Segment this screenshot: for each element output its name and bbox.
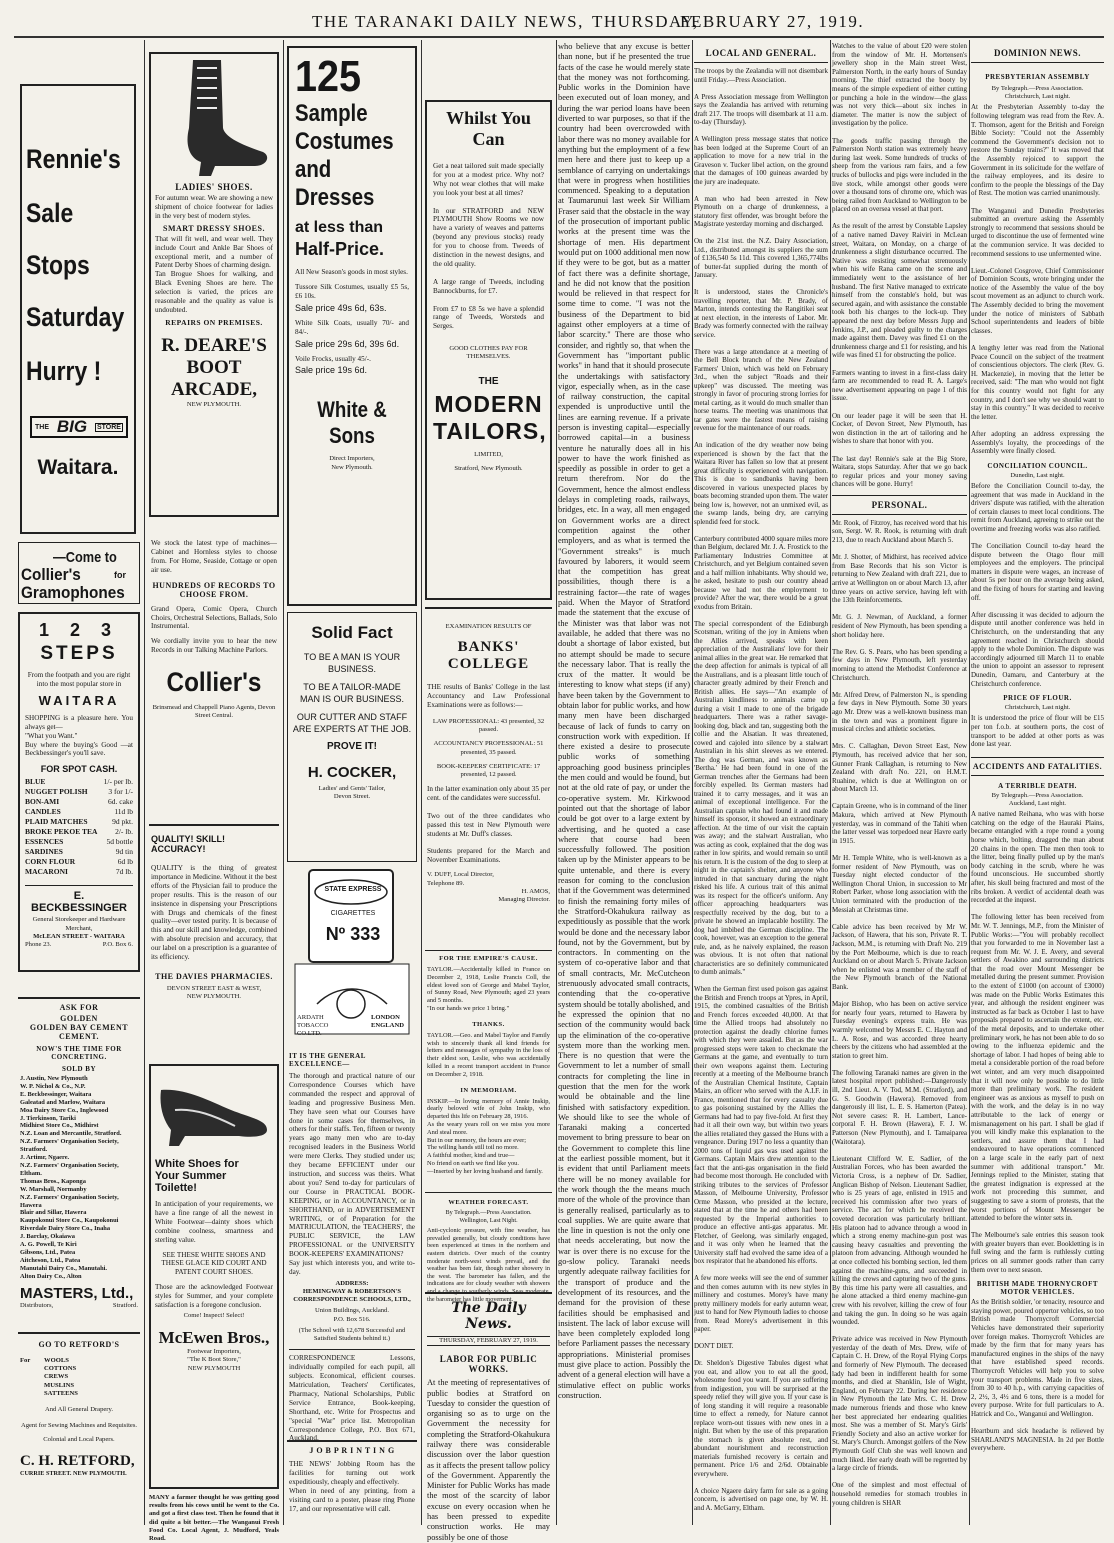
- price-row: [25, 857, 133, 867]
- price-row: [25, 837, 133, 847]
- editorial-continued: who believe that any excuse is better than none, but if he presented the true facts of the case he would merely state that the money was not forthcoming. Public works in the Dominion have been executed out of loan money, and during the war period loans have been diverted to war purposes, so that if the country had been overcrowded with labor there was no money available for anything but the employment of a few men here and there just to keep up a semblance of carrying on undertakings that were in progress when hostilities commenced. Speaking to a deputation at Taumarunui last week Sir William Fraser said that the obstacle in the way of the prosecution of important public works at the present time was the shortage of men. His department would put on 1000 additional men now if they were to be got, but as a matter of fact there was a definite shortage, and he did not know that the position would be relieved in that respect for some time to come. "I was not the business of the Department to bid against other employers at a time of labor scarcity." There are those who consider, and rightly so, that when the Government has "important public works" in hand that it should prosecute the undertakings with satisfactory vigor, especially when, as in the case of railway construction, the capital expended is unproductive until the lines are earning revenue. If a private person is investing capital—especially borrowed capital—in a business venture he naturally does all in his power to have the work finished as speedily as possible in order to get a return therefrom. Nor do the Government, hence the almost endless delays in completing roads, railways, bridges, etc. In a way, all men engaged on Government works are a direct competition against the other employers, and as what is termed the "Government streaks" is much favoured by laborers, it would seem that the competition has great possibilities, though there is a restraining factor—the rate of wages paid. When the Mayor of Stratford made the statement that the excuse of the Minister was that labor was not available, he added that there was no doubt a shortage of labor existed, but no attempt should be made to secure the necessary labor. That is really the crux of the matter. It would be interesting to know what steps (if any) have been taken by the Government to obtain labor for public works, and how many men have been discharged because of lack of funds to carry on construction work with expedition. If there existed a desire to prosecute public works of something approaching good business principles the men could and would be found, but not at the old rate of pay, or under the co-operative system. Mr. Kirkwood pointed out that the shortage of labor could be got over to a large extent by advertising, and he quoted a case where that course had been successfully followed. The position taken up by the Minister appears to be quite untenable, and there is every reason for coming to the conclusion that if the Government was determined to finish the remaining forty miles of the Stratford-Okahukura railway as expeditiously as possible that the work would be done and the necessary labor found, not by the Government, but by contractors. In commenting on the system of co-operative labor and that of small contracts, Mr. McCutcheon strenuously advocated small contracts, contending that the co-operative system should be totally abolished, and he expressed the opinion that no section of the community would back up the elimination of the co-operative system more than the working men. There is no question that were the Government to let a number of small contracts for completing the line in question that the men for the work would be obtainable and the line finished with satisfactory expedition. We should like to see the whole of Taranaki making a concerted movement to bring pressure to bear on the Government to complete this line at the earliest possible moment, but it is evident that until Parliament meets there will be no money available for the work though the the means much more of the whole of the province than is generally realised, particularly as to coal supplies. We are quite aware that the line in question is not the only one that needs accelerating, but now the war is over there is no excuse for the go-slow policy. Taranaki needs urgently adequate railway facilities for the transport of produce and the development of its resources, and the demand for the provision of these facilities should be emphasised and insistent. The lack of labor excuse will have been completely exploded long before Parliament passes the necessary appropriations. Ministerial promises must give place to action. Possibly the advent of a general election will have a stimulative effect on public works construction.: [558, 42, 690, 1400]
- column-rule: [144, 40, 145, 1525]
- white-and-sons-logo: White & Sons: [317, 397, 387, 449]
- price-item: BROKE PEKOE TEA: [25, 827, 98, 837]
- masthead-date: FEBRUARY 27, 1919.: [680, 12, 865, 31]
- steps-heading: STEPS: [40, 643, 118, 664]
- stockist-list: J. Austin, New Plymouth W. P. Nichol & Co., N.P. E. Beckbessinger, Waitara Galeatad and Marlow, Waitara Moa Dairy Store Co., Inglewood J. Tierkinson, Tariki Midhirst Store Co., Midhirst N.Z. Loan and Mercantile, Stratford. N.Z. Farmers' Organisation Society, Stratford. J. Artimr, Ngaere. N.Z. Farmers' Organisation Society, Eltham. Thomas Bros., Kaponga W. Marshall, Normanby N.Z. Farmers' Organisation Society, Hawera Blair and Sillar, Hawera Kaupokonui Store Co., Kaupokonui Riverdale Dairy Store Co., Inaha J. Barclay, Okaiawa A. G. Powell, Te Kiri Gibsons, Ltd., Patea Aitcheson, Ltd., Patea Manutahi Dairy Co., Manutahi. Alton Dairy Co., Alton: [20, 1075, 122, 1280]
- tailors-word: TAILORS,: [433, 417, 547, 444]
- gramophones-word: Gramophones: [21, 583, 125, 602]
- davies-pharmacies-ad: QUALITY! SKILL! ACCURACY! QUALITY is the thing of greatest importance in Medicine. Without it the best efforts of the Physician fail to produce the proper results. This is the reason of our insistence in dispensing your Prescriptions with Drugs and chemicals of the finest quality—ever tested purity. It is because of this and our skill and knowledge, combined with absolute precision and accuracy, that our label on a prescription is a guarantee of its efficiency. THE DAVIES PHARMACIES. DEVON STREET EAST & WEST, NEW PLYMOUTH.: [149, 824, 279, 1059]
- weather-forecast: WEATHER FORECAST. By Telegraph.—Press Association. Wellington, Last Night. Anti-cyclonic pressure, with fine weather, has prevailed generally, but cloudy conditions have been experienced at times in the northern and eastern districts. Over much of the country moderate north-west winds prevail, and the weather has been fair, though rather showery in the west. The barometer has fallen, and the indications are for cloudy weather with showers and a change to southerly winds. Seas moderate, the barometer has little movement.: [425, 1192, 552, 1287]
- column-8: DOMINION NEWS. PRESBYTERIAN ASSEMBLY By Telegraph.—Press Association. Christchurch, Last night. At the Presbyterian Assembly to-day the following telegram was read from the Rev. A. T. Thomson, agent for the British and Foreign Bible Society: "Could not the Assembly commend the Government's decision not to restore the Sunday trains?" It was moved that the Assembly rejoiced to support the Government in its solicitude for the welfare of the railway employees, and its desire to confirm to the people the blessings of the Day of Rest. The motion was carried unanimously. The Wanganui and Dunedin Presbyteries submitted an overture asking the Assembly strongly to recommend that sessions should be urged to discontinue the use of fermented wine at the communion service. It was decided to recommend sessions to use unfermented wine. Lieut.-Colonel Cosgrove, Chief Commissioner of Dominion Scouts, wrote bringing under the notice of the Assembly the value of the boy scout movement as an adjunct to church work. The Assembly decided to bring the movement under the notice of ministers of Sabbath School superintendents and leaders of bible classes. A lengthy letter was read from the National Peace Council on the subject of the treatment of conscientious objectors. The clerk (Rev. G. H. Mackenzie), in moving that the letter be received, said: "The man who would not fight for this country would not fight for any country, and I don't see why we should want to stay in this country." It was decided to receive the letter. After adopting an address expressing the Assembly's loyalty, the proceedings of the Assembly were finally closed. CONCILIATION COUNCIL. Dunedin, Last night. Before the Conciliation Council to-day, the agreement that was made in Auckland in the drivers' dispute was ratified, with the alteration of certain clauses to meet local conditions. The remit from Auckland, agreeing to strike out the overtime and freezing works was also ratified. The Conciliation Council to-day heard the dispute between the Otago flour mill employees and the employers. The principal matters in dispute were wages, an increase of about 5s per hour on the average being asked, and the fixing of hours for starting and leaving off. After discussing it was decided to adjourn the dispute until another conference was held in Christchurch, on the understanding that any agreement reached in Christchurch should apply to the whole Dominion. The dispute was accordingly adjourned till March 11 to enable the union to appoint an assessor to represent Dunedin, Oamaru, and Canterbury at the Christchurch conference. PRICE OF FLOUR. Christchurch, Last night. It is understood the price of flour will be £15 per ton f.o.b. at southern ports, the cost of transport to be added at other ports as was done last year. ACCIDENTS AND FATALITIES. A TERRIBLE DEATH. By Telegraph.—Press Association. Auckland, Last night. A native named Reihana, who was with horse catching on the edge of the Hauraki Plains, became entangled with a rope round a young horse which, bolting, dragged the man about 20 chains in the open. The men then took to the litter, being finally pulled up by the man's body catching in the scrub, where he was found unconscious. He succumbed shortly after, his skull being fractured and most of the ribs broken. A verdict of accidental death was recorded at the inquest. The following letter has been received from Mr. W. T. Jennings, M.P., from the Minister of Public Works:—"You will probably recollect that you forwarded to me in November last a request from Mr. W. J. E. Avery, and several settlers of Awakino and surrounding districts that the road over Mount Messenger be metalled during the present summer. Provision to the extent of £1000 (on account of £3000) was made on the Public Works Estimates this year, and although the resident engineer was instructed as far back as October 1 last to have proposals prepared to ascertain the extent, etc. of the metal deposits, and to undertake other preliminary work, he has not been able to do so owing to the influenza epidemic and the shortage of labor. I had hopes of being able to metal a considerable portion of the road before wet winter, and am very much disappointed that it will now only be possible to do little more than preliminary work. The resident engineer was as anxious as myself to push on with the work, and the delay is in no way attributable to the lack of energy or mismanagement on his part. I shall be glad if you will kindly make this explanation to the settlers, and assure them that I had endeavoured to have operations commenced on a large scale in the early part of next summer with additional transport." Mr. Jennings replied to the Minister, stating that the greatest indignation is expressed at the work not proceeding this summer, and suggesting to save a storm of protests, that the worst portions of Mount Messenger be attended to before the winter sets in. The Melbourne's sale entries this season took with greater buyers than ever. Bookletting is in full swing and the farm is ruthlessly cutting prices on all summer goods rather than carry them over to next season. BRITISH MADE THORNYCROFT MOTOR VEHICLES. As the British soldier, 'or tenacity, resource and staying power, poured oppertor vehicles, so too British made Thornycroft Commercial Vehicles have demonstrated their superiority over foreign makes. Thornycroft Vehicles are made by the firm that for many years has manufactured engines in the ships of the navy that have established speed records. Thornycroft Vehicles will help you to solve your transport problems. Made in five sizes, from 30 to 40 h.p., with carrying capacities of 2, 2½, 3, 4½ and 6 tons, there is a model for every purpose. Write for full particulars to A. Hatrick and Co., Wanganui and Wellington. Heartburn and sick headache is relieved by SHARLAND'S MAGNESIA. In 2d per Bottle everywhere.: [971, 42, 1104, 1525]
- cocker-name: H. COCKER,: [307, 764, 397, 781]
- hemingway-robertson-ad: IT IS THE GENERAL EXCELLENCE— The thorough and practical nature of our Correspondence Courses which have commanded the respect and approval of leading and progressive Business Men. They have seen what our Courses have done in some cases for themselves, in others for their staffs. Ten, fifteen or twenty years ago many men who are to-day recognised leaders in the Business World were mere Clerks. They studied under us; they became EFFICIENT under our instruction, and success was theirs. What about you? Send to-day for particulars of our Course in PRACTICAL BOOK-KEEPING, or in ACCOUNTANCY, or in SHORTHAND, or in ADVERTISEMENT WRITING, or of Preparation for the MATRICULATION, the TEACHERS', the PUBLIC SERVICE, the LAW PROFESSIONAL or the UNIVERSITY BOOK-KEEPERS' EXAMINATIONS? Say just which interests you, and write to-day. ADDRESS: HEMINGWAY & ROBERTSON'S CORRESPONDENCE SCHOOLS, LTD., Union Buildings, Auckland. P.O. Box 516. (The School with 12,678 Successful and Satisfied Students behind it.) CORRESPONDENCE Lessons, individually compiled for each pupil, all subjects. Economical, efficient courses. Matriculation, Teachers' Certificates, Pharmacy, National Scholarships, Public Service Entrance, Book-keeping, Shorthand, etc. Write for Prospectus and "special "War" price list. Metropolitan Correspondence College, P.O. Box 671, Auckland.: [289, 1052, 415, 1443]
- price-row: [25, 827, 133, 837]
- local-general-heading: LOCAL AND GENERAL.: [694, 42, 828, 63]
- mcewen-bros-ad: White Shoes for Your Summer Toilette! In anticipation of your requirements, we have a fine range of all the newest in White Footwear—dainty shoes which combine coolness, smartness and sterling value. SEE THESE WHITE SHOES AND THESE GLACE KID COURT AND PATENT COURT SHOES. Those are the acknowledged Footwear styles for Summer, and your complete satisfaction is a foregone conclusion. Come! Inspect! Select! McEwen Bros., Footwear Importers, "The K Boot Store," NEW PLYMOUTH: [149, 1064, 279, 1489]
- local-general-continued: Watches to the value of about £20 were stolen from the window of Mr. H. Mortensen's jewellery shop in the Main street West, Palmerston North, in the early hours of Sunday morning. The thief extracted the booty by means of the simple expedient of either cutting or punching a hole in the window—the glass was not very thick—about six inches in diameter. The matter is now the subject of investigation by the police. The goods traffic passing through the Palmerston North station was extremely heavy during last week. Some hundreds of trucks of sheep from the various ram fairs, and a few trucks of bullocks and pigs were included in the live stock, while amongst other goods were over a thousand tons of chrome ore, which was being railed from Auckland to Wellington to be placed on an oversea vessel at that port. As the result of the arrest by Constable Lapsley of a native named Davey Raiviri in McLean street, Waitara, on Monday, on a charge of drunkenness a slight disturbance occurred. The Native was resisting somewhat strenuously when his wife Rana came on the scene and immediately went to the assistance of her husband. The first Native managed to extricate himself from the constable's hold, but was secured again, and with assistance the constable took both his charges to the lock-up. They appeared the next day before Messrs Jupp and Jenkins, J.P., and pleaded guilty to the charges made against them. Davey was fined £1 on the drunkenness charge and £1 for resisting, and his wife was fined £1 for obstructing the police. Farmers wanting to invest in a first-class dairy farm are recommended to read R. A. Large's new advertisement appearing on page 1 of this issue. On our leader page it will be seen that H. Cocker, of Devon Street, New Plymouth, has won distinction in the art of tailoring and he wishes to share that honor with you. The last day! Rennie's sale at the Big Store, Waitara, stops Saturday. After that we go back to regular prices and your money saving chances will be gone. Hurry!: [832, 42, 967, 489]
- rennie-line-1: Rennie's: [26, 144, 121, 174]
- tin-number: Nº 333: [325, 924, 381, 944]
- colliers-records-ad: We stock the latest type of machines—Cabinet and Hornless styles to choose from. For Home, Seaside, Cottage or open air use. HUNDREDS OF RECORDS TO CHOOSE FROM. Grand Opera, Comic Opera, Church Choirs, Orchestral Selections, Ballads, Solo Instrumental. We cordially invite you to hear the new Records in our Talking Machine Parlors. Collier's Brinsmead and Chappell Piano Agents, Devon Street Central.: [151, 539, 277, 720]
- rennie-town: Waitara.: [37, 456, 119, 479]
- costume-count: 125: [295, 52, 362, 101]
- rennie-sale-ad: [20, 84, 136, 534]
- ladies-boot-illustration: [155, 58, 273, 178]
- price-value: 9d tin: [115, 847, 133, 857]
- price-row: [25, 797, 133, 807]
- masthead-title: THE TARANAKI DAILY NEWS,: [312, 12, 584, 31]
- white-shoe-illustration: [155, 1070, 273, 1150]
- state-express-ad: STATE EXPRESS CIGARETTES Nº 333 ARDATH TOBACCO CO.LTD. LONDON ENGLAND: [287, 864, 417, 1044]
- tin-brand: STATE EXPRESS: [324, 886, 382, 893]
- beckbessinger-ad: 1 2 3 STEPS From the footpath and you are right into the most popular store in WAITARA SHOPPING is a pleasure here. You always get— "What you Want." Buy where the buying's Good —at Beckbessinger's you'll save. FOR SPOT CASH. BLUE 1/- per lb. NUGGET POLISH 3 for 1/- BON-AMI 6d. cake CANDLES 11d lb PLAID MATCHES 9d pkt. BROKE PEKOE TEA 2/- lb. ESSENCES 5d bottle SARDINES 9d tin CORN FLOUR 6d lb MACARONI 7d lb. E. BECKBESSINGER General Storekeeper and Hardware Merchant, McLEAN STREET - WAITARA Phone 23. P.O. Box 6.: [18, 612, 140, 972]
- price-row: [25, 817, 133, 827]
- colliers-name: Collier's: [21, 565, 81, 584]
- column-rule: [283, 40, 284, 1525]
- wanganui-fresh-food-notice: MANY a farmer thought he was getting good results from his cows until he went to the Co. and got a first class test. Then he found that it did quite a bit better.—The Wanganui Fresh Food Co. Local Agent, J. Mudford, Yeals Road.: [149, 1494, 279, 1543]
- price-value: 6d. cake: [108, 797, 133, 807]
- price-row: [25, 847, 133, 857]
- price-item: ESSENCES: [25, 837, 64, 847]
- price-value: 2/- lb.: [115, 827, 133, 837]
- price-item: PLAID MATCHES: [25, 817, 88, 827]
- price-item: NUGGET POLISH: [25, 787, 88, 797]
- colliers-gramophones-banner: —Come to Collier's for Gramophones: [18, 542, 140, 604]
- price-row: [25, 867, 133, 877]
- rennie-line-2: Sale: [26, 198, 74, 228]
- modern-word: MODERN: [434, 390, 543, 417]
- masthead-rule: [14, 36, 1104, 38]
- personal-heading: PERSONAL.: [832, 495, 967, 515]
- column-4: [423, 42, 554, 1542]
- personal-text: Mr. Rook, of Fitzroy, has received word that his son, Sergt. W. R. Rook, is returning with draft 213, due to reach Auckland about March 5. Mr. J. Shotter, of Midhirst, has received advice from Base Records that his son Victor is returning to New Zealand with draft 221, due to arrive at Wellington on or about March 13, after three years on active service, having left with the 13th Reinforcements. Mr. G. J. Newman, of Auckland, a former resident of New Plymouth, has been spending a short holiday here. The Rev. G. S. Pears, who has been spending a few days in New Plymouth, left yesterday morning to attend the Methodist Conference at Christchurch. Mr. Alfred Drew, of Palmerston N., is spending a few days in New Plymouth. Some 30 years ago Mr. Drew was a well-known business man in the town and was a prominent figure in musical circles and athletic societies. Mrs. C. Callaghan, Devon Street East, New Plymouth, has received advice that her son, Gunner Frank Callaghan, is returning to New Zealand with draft No. 221, on H.M.T. Ruahine, which is due at Wellington on or about March 13. Captain Greene, who is in command of the liner Makura, which arrived at New Plymouth yesterday, was in command of the Tahiti when the latter vessel was torpedoed near Havre early in 1915. Mr H. Temple White, who is well-known as a former resident of New Plymouth, was on Tuesday night elected conductor of the Wellington Choral Union, in succession to Mr Robert Parker, whose long association with the Union terminated with the production of the Messiah at Christmas time. Cable advice has been received by Mr W. Jackson, of Hawera, that his son, Private R. T. Jackson, M.M., is returning with Draft No. 219 by the Port Melbourne, which is due to reach Auckland on or about March 5. Private Jackson when he enlisted was a member of the staff of the New Plymouth branch of the National Bank. Major Bishop, who has been on active service for nearly four years, returned to Hawera by Tuesday evening's express train. He was warmly welcomed by Messrs E. C. Hayton and L. A. Rose, and was accorded three hearty cheers by the citizens who had assembled at the station to greet him. The following Taranaki names are given in the latest hospital report published:—Dangerously ill, 2nd Lieut. A. V. Tod, M.M. (Stratford), and G. S. Goodwin (Hawera). Removed from dangerously ill list, L. E. S. Hamerton (Patea). Not severe cases: R. H. Lambert, Lance-corporal F. H. Brown (Hawera), F. J. W. Patterson (New Plymouth), and I. Tamaiparea (Waitotara). Lieutenant Clifford W. E. Sadlier, of the Australian Forces, who has been awarded the Victoria Cross, is a nephew of Dr. Sadlier, Anglican Bishop of Nelson. Lieutenant Sadlier, who is 25 years of age, enlisted in 1915 and received his commission after two years of service. The act for which he received the coveted decoration was particularly brilliant. His platoon had to advance through a wood in which a strong enemy machine-gun post was causing heavy casualties and preventing the platoon from advancing. Although wounded he at once collected his bombing section, led them against the machine-guns, and succeeded in killing the crews and capturing two of the guns. By this time his party were all casualties, and he alone attacked a third enemy machine-gun crew with his revolver, killing the crew of four and taking the gun. In doing so he was again wounded. Private advice was received in New Plymouth yesterday of the death of Mrs. Drew, wife of Captain C. H. Drew, of the Royal Flying Corps and formerly of New Plymouth. The deceased lady had been in indifferent health for some months, and died at Shanklin, Isle of Wight, England, on February 22. During her residence in New Plymouth the late Mrs. C. H. Drew made numerous friends and those who knew her best appreciated her endearing qualities most. She was a member of St. Mary's Girls' Friendly Society and also an active worker for St. Mary's Church. Amongst golfers of the New Plymouth Golf Club she was well known and much liked. Her early death will be regretted by a large circle of friends. One of the simplest and most effectual of household remedies for stomach troubles in young children is SHAR: [832, 518, 967, 1507]
- column-2: [147, 42, 281, 1543]
- price-value: 5d bottle: [106, 837, 133, 847]
- price-item: MACARONI: [25, 867, 68, 877]
- price-value: 6d lb: [117, 857, 133, 867]
- masthead-day: THURSDAY,: [592, 12, 699, 31]
- column-rule: [969, 40, 970, 1525]
- mcewen-name: McEwen Bros.,: [158, 1328, 270, 1348]
- price-value: 11d lb: [114, 807, 133, 817]
- retford-ad: GO TO RETFORD'S For WOOLS COTTONS CREWS MUSLINS SATTEENS And All General Drapery. Agent for Sewing Machines and Requisites. Colonial and Local Papers. C. H. RETFORD, CURRIE STREET. NEW PLYMOUTH.: [18, 1332, 140, 1527]
- deare-boot-arcade-ad: LADIES' SHOES. For autumn wear. We are showing a new shipment of choice footwear for ladies in the very best of modern styles. SMART DRESSY SHOES. That will fit well, and wear well. They include Court and Ankle Bar Shoes of exceptional merit, and a number of Patent Derby Shoes of charming design. Tan Brogue Shoes for walking, and Black Evening Shoes are here. The selection is varied, the prices are reasonable and the quality as value is undoubted. REPAIRS ON PREMISES. R. DEARE'S BOOT ARCADE, NEW PLYMOUTH.: [149, 52, 279, 517]
- column-rule: [830, 40, 831, 1525]
- banks-college-ad: EXAMINATION RESULTS OF BANKS' COLLEGE THE results of Banks' College in the last Accountancy and Law Professional Examinations were as follows:— LAW PROFESSIONAL: 43 presented, 32 passed. ACCOUNTANCY PROFESSIONAL: 51 presented, 35 passed. BOOK-KEEPERS' CERTIFICATE: 17 presented, 12 passed. In the latter examination only about 35 per cent. of the candidates were successful. Two out of the three candidates who passed this test in New Plymouth were students at Mr. Duff's classes. Students prepared for the March and November Examinations. V. DUFF, Local Director, Telephone 89. H. AMOS, Managing Director.: [425, 607, 552, 947]
- big-store-logo: THE BIG STORE: [30, 416, 128, 438]
- colliers-logo: Collier's: [166, 667, 262, 698]
- column-5: [558, 42, 690, 1525]
- rennie-line-3: Stops: [26, 250, 90, 280]
- editorial: The Daily News. THURSDAY, FEBRUARY 27, 1919. LABOR FOR PUBLIC WORKS. At the meeting of representatives of public bodies at Stratford on Tuesday to consider the question of organising so as to urge on the Government the necessity for completing the Stratford-Okahukura railway there was considerable discussion over the labor question as it affects the present tallow policy of the Government. Apparently the Minister for Public Works has made the most of the scarcity of labor excuse on every occasion when he has been pressed to expedite construction works. He may possibly be one of those: [425, 1292, 552, 1532]
- price-item: BON-AMI: [25, 797, 60, 807]
- big-store-word: BIG: [56, 417, 88, 436]
- column-3: [285, 42, 419, 1527]
- beckbessinger-name: E. BECKBESSINGER: [25, 885, 133, 914]
- masters-name: MASTERS, Ltd.,: [20, 1284, 134, 1302]
- white-and-sons-ad: 125 Sample Costumes and Dresses at less than Half-Price. All New Season's goods in most styles. Tussore Silk Costumes, usually £5 5s, £6 10s. Sale price 49s 6d, 63s. White Silk Coats, usually 70/- and 84/-. Sale price 29s 6d, 39s 6d. Voile Frocks, usually 45/-. Sale price 19s 6d. White & Sons Direct Importers, New Plymouth.: [287, 46, 417, 606]
- price-value: 1/- per lb.: [103, 777, 133, 787]
- masthead: [0, 8, 1114, 38]
- column-1: [14, 42, 142, 1527]
- rennie-line-4: Saturday: [26, 302, 125, 332]
- price-item: SARDINES: [25, 847, 63, 857]
- column-rule: [421, 40, 422, 1525]
- golden-bay-cement-ad: ASK FOR GOLDEN GOLDEN BAY CEMENT CEMENT. NOW'S THE TIME FOR CONCRETING. SOLD BY J. Austin, New Plymouth W. P. Nichol & Co., N.P. E. Beckbessinger, Waitara Galeatad and Marlow, Waitara Moa Dairy Store Co., Inglewood J. Tierkinson, Tariki Midhirst Store Co., Midhirst N.Z. Loan and Mercantile, Stratford. N.Z. Farmers' Organisation Society, Stratford. J. Artimr, Ngaere. N.Z. Farmers' Organisation Society, Eltham. Thomas Bros., Kaponga W. Marshall, Normanby N.Z. Farmers' Organisation Society, Hawera Blair and Sillar, Hawera Kaupokonui Store Co., Kaupokonui Riverdale Dairy Store Co., Inaha J. Barclay, Okaiawa A. G. Powell, Te Kiri Gibsons, Ltd., Patea Aitcheson, Ltd., Patea Manutahi Dairy Co., Manutahi. Alton Dairy Co., Alton MASTERS, Ltd., Distributors, Stratford.: [18, 997, 140, 1327]
- column-rule: [556, 40, 557, 1525]
- accidents-heading: ACCIDENTS AND FATALITIES.: [971, 757, 1104, 776]
- cocker-tailor-ad: Solid Fact TO BE A MAN IS YOUR BUSINESS. TO BE A TAILOR-MADE MAN IS OUR BUSINESS. OUR CUTTER AND STAFF ARE EXPERTS AT THE JOB. PROVE IT! H. COCKER, Ladies' and Gents' Tailor, Devon Street.: [287, 612, 417, 862]
- price-value: 7d lb.: [115, 867, 133, 877]
- rennie-line-5: Hurry !: [26, 356, 102, 386]
- price-row: [25, 787, 133, 797]
- modern-tailors-ad: Whilst You Can Get a neat tailored suit made specially for you at a modest price. Why not? Why not wear clothes that will make you look your best at all times? In our STRATFORD and NEW PLYMOUTH Show Rooms we now have a variety of weaves and patterns (beyond any previous stocks) ready for you to choose from. Tweeds of distinction in the newest designs, and the old quality. A large range of Tweeds, including Bannockburns, for £7. From £7 to £8 5s we have a splendid range of Tweeds, Worsteds and Serges. GOOD CLOTHES PAY FOR THEMSELVES. THE MODERN TAILORS, LIMITED, Stratford, New Plymouth.: [425, 100, 552, 600]
- price-item: CANDLES: [25, 807, 61, 817]
- job-printing-ad: J O B P R I N T I N G THE NEWS' Jobbing Room has the facilities for turning out work expeditiously, cheaply and effectively. When in need of any printing, from a visiting card to a poster, please ring Phone 17, and our representative will call.: [287, 1440, 417, 1530]
- column-6: [694, 42, 828, 1525]
- price-value: 9d pkt.: [112, 817, 133, 827]
- retford-name: C. H. RETFORD,: [20, 1452, 135, 1469]
- editorial-headline: LABOR FOR PUBLIC WORKS.: [439, 1354, 538, 1375]
- steps-numbers: 1 2 3: [38, 620, 120, 640]
- price-item: CORN FLOUR: [25, 857, 76, 867]
- deare-name: R. DEARE'S: [161, 334, 267, 356]
- paper-nameplate: The Daily News.: [451, 1300, 526, 1332]
- banks-college-heading: BANKS' COLLEGE: [447, 639, 530, 673]
- family-notices: FOR THE EMPIRE'S CAUSE. TAYLOR.—Accidentally killed in France on December 2, 1918, Leslie Francis Coll, the eldest loved son of George and Mabel Taylor, of Sunny Road, New Plymouth; aged 23 years and 5 months. "In our hands we price 1 bring." THANKS. TAYLOR.—Geo. and Mabel Taylor and Family wish to sincerely thank all kind friends for letters and messages of sympathy in the loss of their eldest son, Leslie, who was accidentally killed in a recent transport accident in France on December 2, 1918. IN MEMORIAM. INSKIP.—In loving memory of Annie Inskip, dearly beloved wife of John Inskip, who departed this life on February 28, 1916. As the weary years roll on we miss you more And steal more. But in our memory, the hours are ever; The willing hands still toil no more. A faithful mother, kind and true— No friend on earth we find like you. —Inserted by her loving husband and family.: [425, 950, 552, 1190]
- price-value: 3 for 1/-: [108, 787, 133, 797]
- dominion-news-heading: DOMINION NEWS.: [971, 42, 1104, 63]
- price-row: [25, 777, 133, 787]
- local-general-text: The troops by the Zealandia will not disembark until Friday.—Press Association. A Press Association message from Wellington says the Zealandia has arrived with returning draft 217. The troops will disembark at 11 a.m. to-day (Thursday). A Wellington press message states that notice has been lodged at the Supreme Court of an application to move for a new trial in the Graveson v. Tucker libel action, on the ground that the damages of 100 guineas awarded by the jury are inadequate. A man who had been arrested in New Plymouth on a charge of drunkenness, a statutory first offender, was brought before the Magistrate yesterday morning and discharged. On the 21st inst. the N.Z. Dairy Association, Ltd., distributed amongst its suppliers the sum of £136,540 5s 11d. This covered 1,365,774lbs of butter-fat supplied during the month of January. It is understood, states the Chronicle's travelling reporter, that Mr. P. Brady, of Marton, intends contesting the Rangitikei seat at next election, in the interests of Labor. Mr. Brady was formerly connected with the railway service. There was a large attendance at a meeting of the Bell Block branch of the New Zealand Farmers' Union, which was held on February 3rd., when the subject "Roads and their upkeep" was discussed. The meeting was strongly in favor of procuring strong lorries for metal carting, as it would do much smaller than horse teams. The meeting was unanimous that tar gates were the fastest means of raising revenue for the maintenance of our roads. An indication of the dry weather now being experienced is shown by the fact that the Waitara River has fallen so low that at present great difficulty is experienced with navigation. This is due to sandbanks having been discovered in various unexpected places by boats becoming stranded upon them. The water being low is, however, not an unmixed evil, as the swamp lands, being dry, are carrying splendid feed for stock. Canterbury contributed 4000 square miles more than Belgium, declared Mr. J. A. Frostick to the Parliamentary Industries Committee at Christchurch, and yet Belgium contained seven and a half million inhabitants. Why should we, he asked, hesitate to push our country ahead because we had not the employment to provide? After the war, there would be a great exodus from Britain. The special correspondent of the Edinburgh Scotsman, writing of the joy in Amiens when the Allies arrived, speaks with keen appreciation of the Australians' love for their animal allies in the great war. He remarked that the deep affection for animals is typical of all the Australians, and is a pleasant little touch of character greatly admired by their French and British allies. He says—"An example of Australian kindliness to animals came up during a visit I made to one of the brigade headquarters. There was a rather savage-looking dog, black and tan, suggesting both the collie and the Alsatian. It was threatened, cowed and cajoled into silence by a stalwart Australian in his shirt sleeves as we entered. The dog was German, and was known as 'Bertha.' He had been found in one of the German trenches after the Germans had been forcibly expelled. Its German masters had trained it to carry messages, and it was an animal of exceptional intelligence. For the Australian captain who had found it and made himself its sponsor, it showed an extraordinary affection. At the time of our visit the captain was away; and the stalwart Australian, who was acting as cook, explained that the dog was rather in low spirits, and would remain so until his return. It is the custom of the dog to sleep at night in the captain's shelter, and anyone who intruded in that sanctuary during the night risked his life. A curious trait of this animal was its respect for the officer's uniform. Any officer approaching headquarters was respectfully received by the dog, but to a private he showed an implacable hostility. The dog had imbibed the German discipline. The cook, however, was an exception to the general rule, and, as he naively explained, the reason was obvious. It is not often that national characteristics are so definitely communicated to dumb animals." When the German first used poison gas against the British and French troops at Ypres, in April, 1915, the combined casualties of the British and French forces exceeded 40,000. At that time the Allied troops had absolutely no protection against the deadly chlorine fumes with which they were assailed. But as the war progressed steps were taken to checkmate the Germans at the game, and eventually to turn their own weapons against them. Lecturing recently at a meeting of the Melbourne branch of the Australian Chemical Institute, Captain Mairs, an officer who served with the A.I.F. in France, mentioned that for every casualty due to gas poisoning sustained by the Allies the Germans had had to pay five-fold. At first they had it all their own way, but within two years the allies retaliated they gassed the Huns with a vengeance. During 1917 no less a quantity than 2000 tons of liquid gas was used against the Germans. Captain Mairs drew attention to the fact that the anti-gas organisation in the field had become most thorough. He concluded with striking tributes to the services of Professor Masson, of Melbourne University, Professor Orme Masson, who presided at the lecture, stated that at the time he and others had been requested by the Imperial authorities to produce an effective anti-gas apparatus. Mr. Fletcher, of Geelong, was similarly engaged, and it was only when he learned that the University staff had evolved the same idea of a box respirator that he abandoned his efforts. A few more weeks will see the end of summer and then comes autumn with its new styles in millinery and costumes. Morey's have many pretty millinery models for early autumn wear, just to hand for New Plymouth ladies to choose from. Read Morey's advertisement in this paper. DON'T DIET. Dr. Sheldon's Digestive Tabules digest what you eat, and allow you to eat all the good, wholesome food you want. If you are suffering from indigestion, you will be surprised at the speedy relief they will give you. If your case is of long standing it will require a reasonable time to effect a remedy, for Nature cannot replace worn-out tissues with new ones in a night. But when by the use of this preparation the stomach is given absolute rest, and abundant nourishment and reconstruction materials furnished recovery is certain and permanent. Price 1/6 and 2/6d. Obtainable everywhere. A choice Ngaere dairy farm for sale as a going concern, is advertised on page one, by W. H. and A. McGarry, Eltham.: [694, 67, 828, 1512]
- price-row: [25, 807, 133, 817]
- column-7: [832, 42, 967, 1525]
- price-item: BLUE: [25, 777, 46, 787]
- price-list: [25, 777, 133, 877]
- column-rule: [692, 40, 693, 1525]
